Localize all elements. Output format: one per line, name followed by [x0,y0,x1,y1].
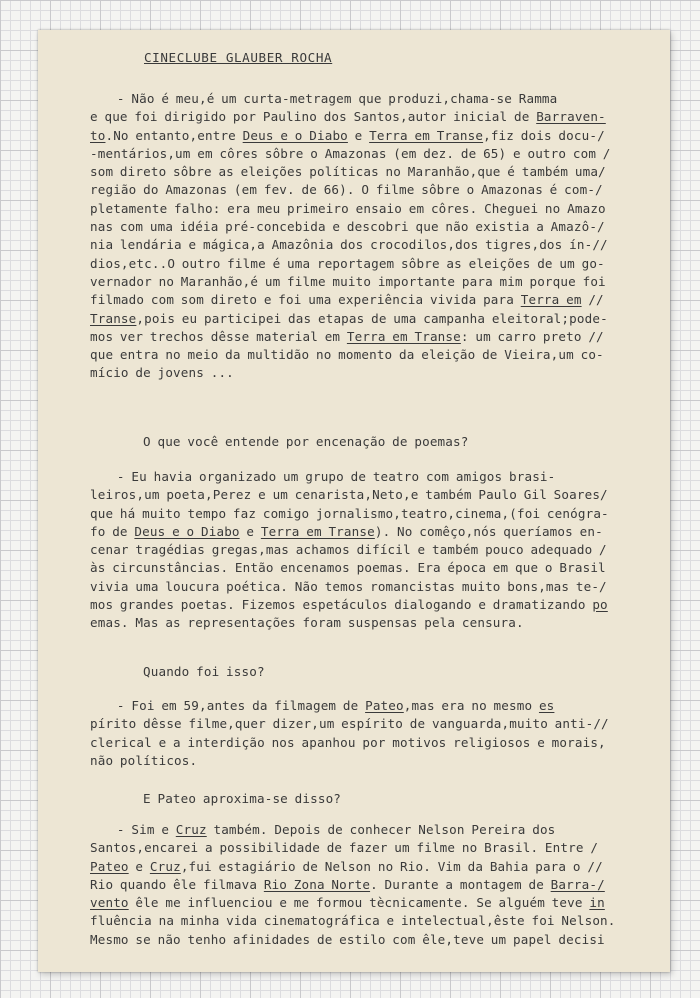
underlined-title: Transe [90,310,137,326]
text-run: também. Depois de conhecer Nelson Pereira dos [206,822,556,837]
text-line [90,858,610,876]
text-run: emas. Mas as representações foram suspensas pela censura. [90,615,524,631]
text-line [90,255,610,273]
text-run: - Sim e [90,822,176,837]
text-run: êle me influenciou e me formou tècnicamente. Se alguém teve [128,895,590,911]
text-line [90,894,610,912]
page-title: CINECLUBE GLAUBER ROCHA [144,50,333,65]
text-run: às circunstâncias. Então encenamos poemas. Era época em que o Brasil [90,560,606,576]
underlined-title: Terra em Transe [260,523,375,539]
text-run: mos grandes poetas. Fizemos espetáculos dialogando e dramatizando [90,597,593,613]
answer-block-1 [90,90,610,383]
text-run: // [581,292,604,308]
text-line [90,90,610,108]
text-line [90,273,610,291]
question-text: Quando foi isso? [143,664,265,679]
text-run: vernador no Maranhão,é um filme muito importante para mim porque foi [90,273,606,289]
text-line [90,734,610,752]
text-line [90,505,610,523]
text-run: leiros,um poeta,Perez e um cenarista,Neto,e também Paulo Gil Soares/ [90,487,608,503]
text-line [90,523,610,541]
text-run: .No entanto,entre [105,127,243,143]
text-run: ,pois eu participei das etapas de uma campanha eleitoral;pode- [136,310,608,326]
text-run: . Durante a montagem de [370,876,551,892]
underlined-title: es [538,698,555,713]
text-line [90,715,610,733]
text-line [90,328,610,346]
text-line [90,364,610,382]
text-run: região do Amazonas (em fev. de 66). O filme sôbre o Amazonas é com-/ [90,182,603,198]
text-run: nia lendária e mágica,a Amazônia dos crocodilos,dos tigres,dos ín-// [90,237,608,253]
text-run: Santos,encarei a possibilidade de fazer um filme no Brasil. Entre / [90,840,599,856]
text-line [90,346,610,364]
underlined-title: vento [90,895,129,911]
text-run: e [128,858,150,874]
text-run: ). No comêço,nós queríamos en- [374,523,603,539]
underlined-title: in [589,895,605,911]
underlined-title: to [90,127,106,143]
text-line [90,181,610,199]
text-run: - Não é meu,é um curta-metragem que produzi,chama-se Ramma [90,91,558,106]
text-line [90,310,610,328]
text-run: Mesmo se não tenho afinidades de estilo com êle,teve um papel decisi [90,931,605,947]
text-run: pírito dêsse filme,quer dizer,um espírito de vanguarda,muito anti-// [90,716,609,732]
underlined-title: Pateo [365,698,404,713]
text-line [90,200,610,218]
underlined-title: Barraven- [536,109,606,125]
text-run: - Eu havia organizado um grupo de teatro com amigos brasi- [90,469,556,484]
text-run: fo de [90,523,135,539]
text-run: e que foi dirigido por Paulino dos Santos,autor inicial de [90,109,537,125]
underlined-title: Terra em Transe [369,127,484,143]
question-3 [90,790,610,808]
question-text: O que você entende por encenação de poemas? [143,434,469,449]
text-run: - Foi em 59,antes da filmagem de [90,698,366,713]
text-line [90,291,610,309]
text-line [90,578,610,596]
text-line [90,697,610,715]
underlined-title: po [592,597,608,613]
underlined-title: Barra-/ [550,876,605,892]
text-line [90,752,610,770]
text-run: ,fiz dois docu-/ [483,127,605,143]
text-run: mício de jovens ... [90,365,234,381]
text-run: e [239,523,261,539]
text-run: que entra no meio da multidão no momento da eleição de Vieira,um co- [90,347,604,363]
text-run: mos ver trechos dêsse material em [90,328,347,344]
text-run: fluência na minha vida cinematográfica e intelectual,êste foi Nelson. [90,913,616,929]
answer-block-4 [90,821,616,949]
text-run: nas com uma idéia pré-concebida e descobri que não existia a Amazô-/ [90,219,605,235]
text-line [90,486,610,504]
underlined-title: Terra em [520,292,582,308]
underlined-title: Pateo [90,858,129,874]
question-1 [90,433,610,451]
text-run: -mentários,um em côres sôbre o Amazonas (em dez. de 65) e outro com / [90,145,611,161]
answer-block-3 [90,697,610,770]
underlined-title: Cruz [149,858,181,874]
text-run: : um carro preto // [460,328,604,344]
text-run: clerical e a interdição nos apanhou por motivos religiosos e morais, [90,734,606,750]
question-text: E Pateo aproxima-se disso? [143,791,342,806]
text-run: filmado com som direto e foi uma experiência vivida para [90,292,521,308]
text-run: ,fui estagiário de Nelson no Rio. Vim da Bahia para o // [180,858,603,874]
text-run: vivia uma loucura poética. Não temos romancistas muito bons,mas te-/ [90,578,607,594]
text-run: não políticos. [90,752,198,768]
text-line [90,218,610,236]
text-run: pletamente falho: era meu primeiro ensaio em côres. Cheguei no Amazo [90,200,606,216]
text-line [90,127,610,145]
text-run: que há muito tempo faz comigo jornalismo,teatro,cinema,(foi cenógra- [90,505,609,521]
text-line [90,821,610,839]
text-line [90,614,610,632]
underlined-title: Deus e o Diabo [134,523,240,539]
text-line [90,839,610,857]
text-line [90,876,610,894]
text-line [90,108,610,126]
text-line [90,468,610,486]
text-run: e [347,127,370,143]
underlined-title: Terra em Transe [346,328,461,344]
text-line [90,596,610,614]
text-line [90,236,610,254]
underlined-title: Cruz [175,822,207,837]
text-run: cenar tragédias gregas,mas achamos difícil e também pouco adequado / [90,542,607,558]
text-run: dios,etc..O outro filme é uma reportagem sôbre as eleições de um go- [90,255,605,271]
text-line [90,163,610,181]
underlined-title: Rio Zona Norte [263,876,371,892]
answer-block-2 [90,468,610,633]
text-run: Rio quando êle filmava [90,876,264,892]
text-line [90,541,610,559]
text-line [90,559,610,577]
typewritten-page [38,30,670,972]
text-line [90,145,610,163]
underlined-title: Deus e o Diabo [242,127,348,143]
text-line [90,931,610,949]
text-line [90,912,616,930]
text-run: ,mas era no mesmo [403,698,539,713]
question-2 [90,663,610,681]
text-run: som direto sôbre as eleições políticas no Maranhão,que é também uma/ [90,164,606,180]
